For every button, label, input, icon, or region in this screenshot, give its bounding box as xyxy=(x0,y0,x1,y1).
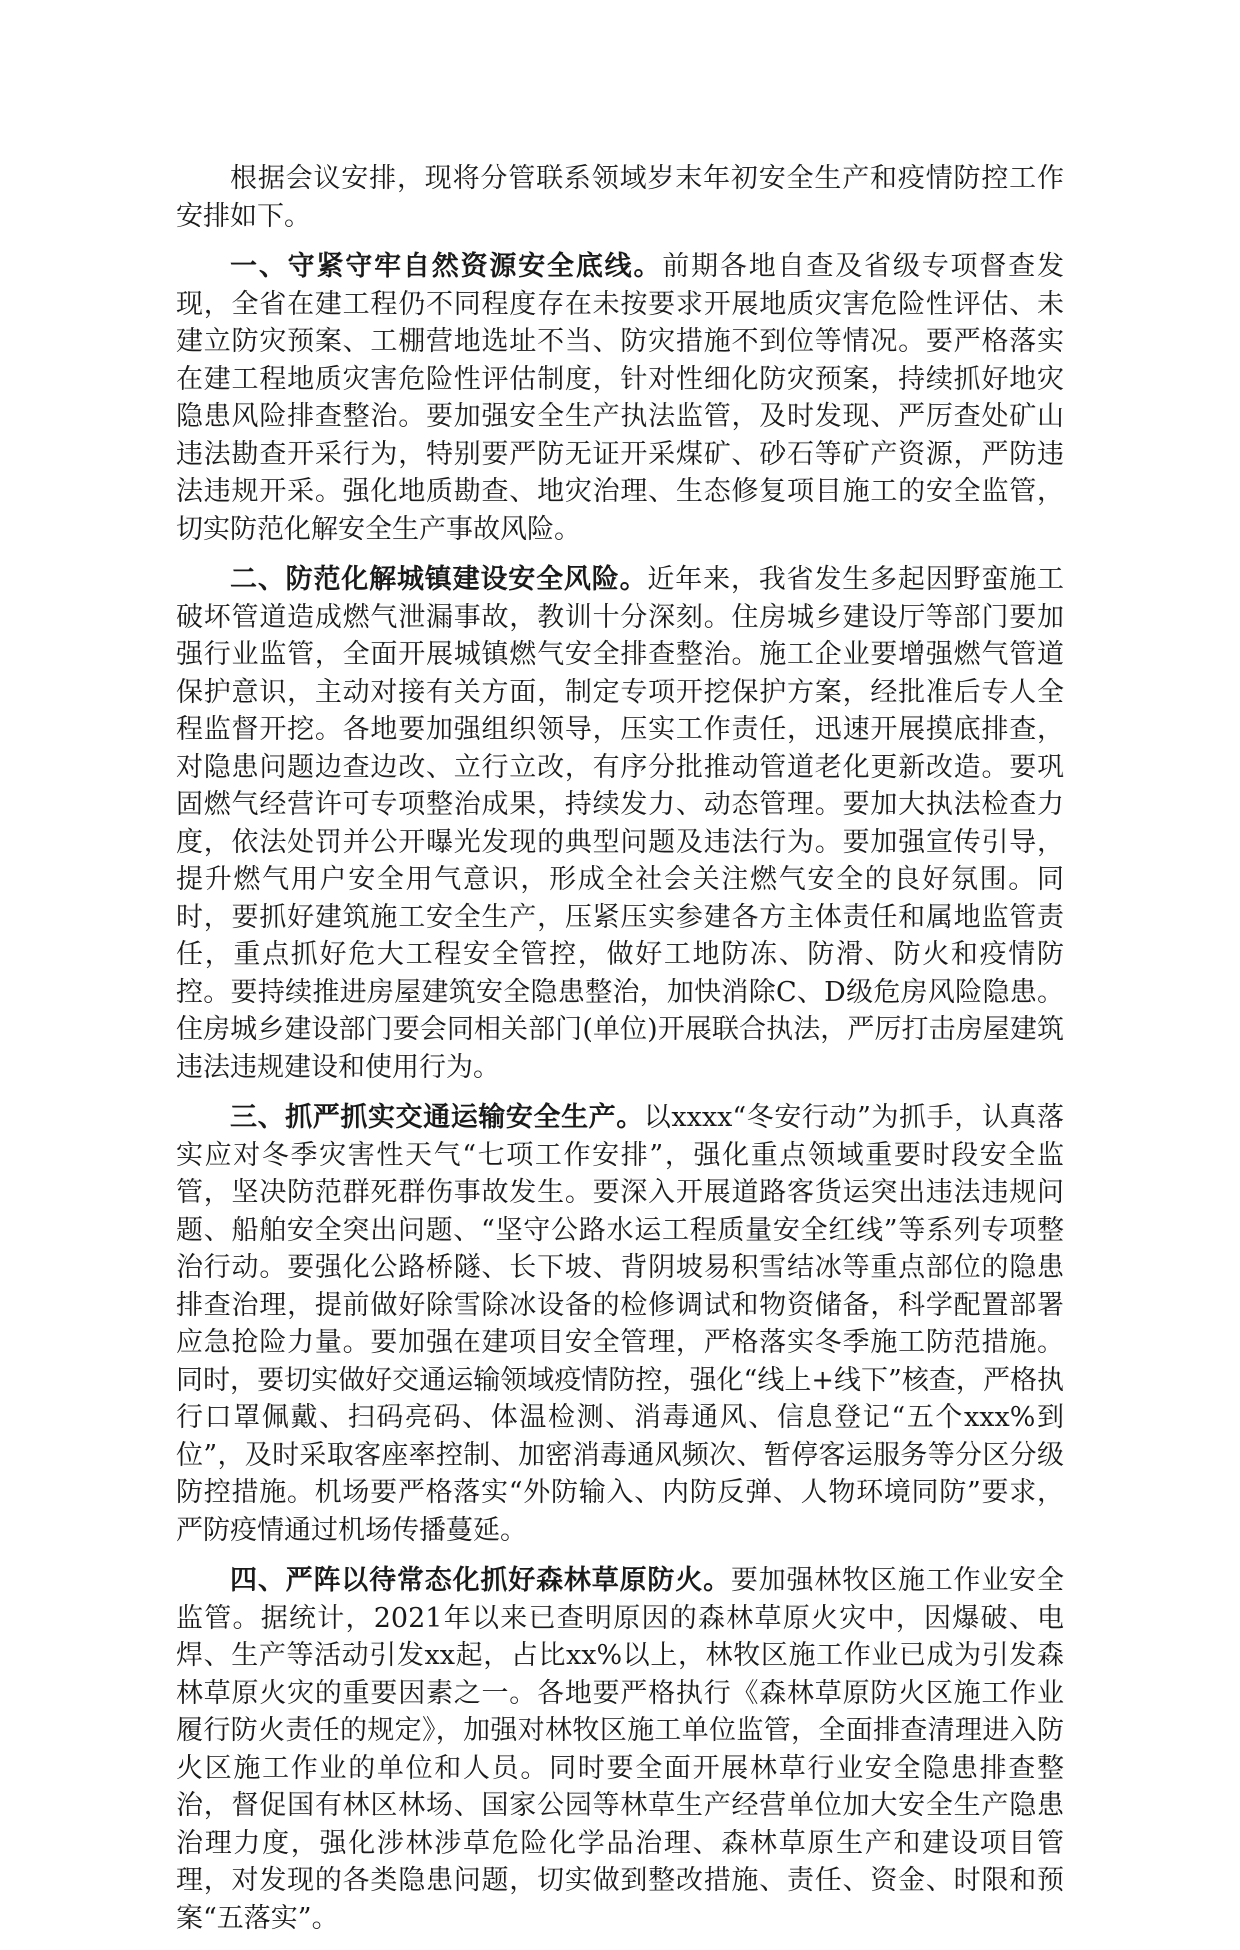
section-heading-4: 四、严阵以待常态化抓好森林草原防火。 xyxy=(230,1565,731,1596)
section-paragraph-2 xyxy=(176,561,1064,1086)
section-body-1: 前期各地自查及省级专项督查发现，全省在建工程仍不同程度存在未按要求开展地质灾害危险性评估、未建立防灾预案、工棚营地选址不当、防灾措施不到位等情况。要严格落实在建工程地质灾害危险性评估制度，针对性细化防灾预案，持续抓好地灾隐患风险排查整治。要加强安全生产执法监管，及时发现、严厉查处矿山违法勘查开采行为，特别要严防无证开采煤矿、砂石等矿产资源，严防违法违规开采。强化地质勘查、地灾治理、生态修复项目施工的安全监管，切实防范化解安全生产事故风险。 xyxy=(176,251,1065,545)
document-body xyxy=(176,160,1064,1950)
section-paragraph-4 xyxy=(176,1562,1064,1937)
section-heading-2: 二、防范化解城镇建设安全风险。 xyxy=(230,564,648,595)
section-body-4: 要加强林牧区施工作业安全监管。据统计，2021年以来已查明原因的森林草原火灾中，因爆破、电焊、生产等活动引发xx起，占比xx%以上，林牧区施工作业已成为引发森林草原火灾的重要因素之一。各地要严格执行《森林草原防火区施工作业履行防火责任的规定》，加强对林牧区施工单位监管，全面排查清理进入防火区施工作业的单位和人员。同时要全面开展林草行业安全隐患排查整治，督促国有林区林场、国家公园等林草生产经营单位加大安全生产隐患治理力度，强化涉林涉草危险化学品治理、森林草原生产和建设项目管理，对发现的各类隐患问题，切实做到整改措施、责任、资金、时限和预案“五落实”。 xyxy=(176,1565,1065,1934)
section-body-2: 近年来，我省发生多起因野蛮施工破坏管道造成燃气泄漏事故，教训十分深刻。住房城乡建设厅等部门要加强行业监管，全面开展城镇燃气安全排查整治。施工企业要增强燃气管道保护意识，主动对接有关方面，制定专项开挖保护方案，经批准后专人全程监督开挖。各地要加强组织领导，压实工作责任，迅速开展摸底排查，对隐患问题边查边改、立行立改，有序分批推动管道老化更新改造。要巩固燃气经营许可专项整治成果，持续发力、动态管理。要加大执法检查力度，依法处罚并公开曝光发现的典型问题及违法行为。要加强宣传引导，提升燃气用户安全用气意识，形成全社会关注燃气安全的良好氛围。同时，要抓好建筑施工安全生产，压紧压实参建各方主体责任和属地监管责任，重点抓好危大工程安全管控，做好工地防冻、防滑、防火和疫情防控。要持续推进房屋建筑安全隐患整治，加快消除C、D级危房风险隐患。住房城乡建设部门要会同相关部门(单位)开展联合执法，严厉打击房屋建筑违法违规建设和使用行为。 xyxy=(176,564,1065,1083)
section-heading-3: 三、抓严抓实交通运输安全生产。 xyxy=(230,1102,644,1133)
section-heading-1: 一、守紧守牢自然资源安全底线。 xyxy=(230,251,663,282)
intro-paragraph: 根据会议安排，现将分管联系领域岁末年初安全生产和疫情防控工作安排如下。 xyxy=(176,163,1064,232)
section-paragraph-1 xyxy=(176,248,1064,548)
section-body-3: 以xxxx“冬安行动”为抓手，认真落实应对冬季灾害性天气“七项工作安排”，强化重点领域重要时段安全监管，坚决防范群死群伤事故发生。要深入开展道路客货运突出违法违规问题、船舶安全突出问题、“坚守公路水运工程质量安全红线”等系列专项整治行动。要强化公路桥隧、长下坡、背阴坡易积雪结冰等重点部位的隐患排查治理，提前做好除雪除冰设备的检修调试和物资储备，科学配置部署应急抢险力量。要加强在建项目安全管理，严格落实冬季施工防范措施。同时，要切实做好交通运输领域疫情防控，强化“线上+线下”核查，严格执行口罩佩戴、扫码亮码、体温检测、消毒通风、信息登记“五个xxx%到位”，及时采取客座率控制、加密消毒通风频次、暂停客运服务等分区分级防控措施。机场要严格落实“外防输入、内防反弹、人物环境同防”要求，严防疫情通过机场传播蔓延。 xyxy=(176,1102,1065,1546)
section-paragraph-3 xyxy=(176,1099,1064,1549)
